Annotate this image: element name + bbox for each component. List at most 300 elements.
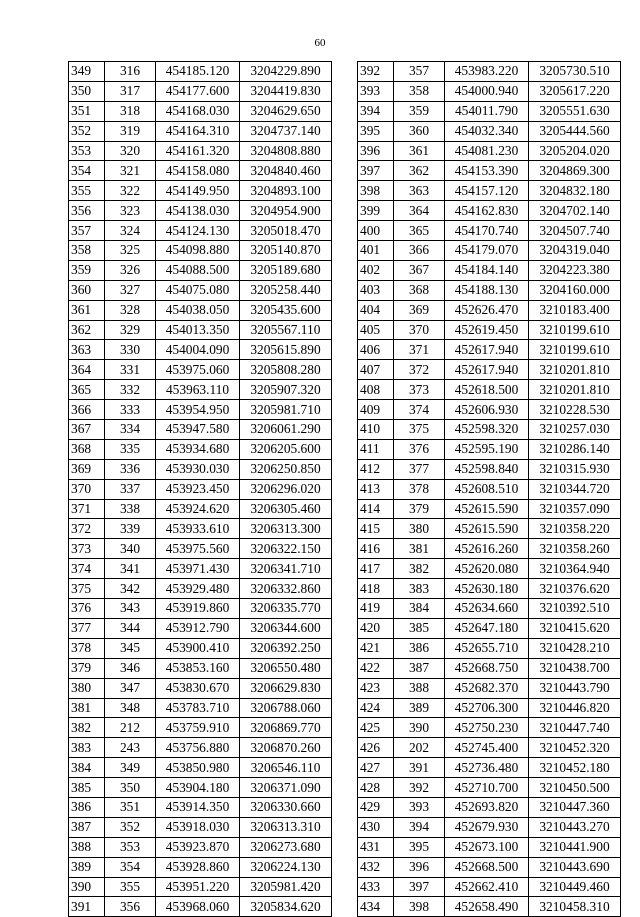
table-body [69, 62, 332, 917]
table-row [69, 718, 332, 738]
table-row [358, 201, 621, 221]
x-coordinate-cell: 452616.260 [445, 539, 529, 559]
point-number-cell: 361 [394, 141, 445, 161]
row-number-cell: 361 [69, 300, 105, 320]
table-row [358, 280, 621, 300]
row-number-cell: 364 [69, 360, 105, 380]
x-coordinate-cell: 454162.830 [445, 201, 529, 221]
x-coordinate-cell: 454138.030 [156, 201, 240, 221]
point-number-cell: 351 [105, 797, 156, 817]
table-row [358, 718, 621, 738]
point-number-cell: 321 [105, 161, 156, 181]
table-row [69, 499, 332, 519]
y-coordinate-cell: 3210443.690 [529, 857, 621, 877]
row-number-cell: 402 [358, 260, 394, 280]
table-row [69, 260, 332, 280]
point-number-cell: 358 [394, 81, 445, 101]
x-coordinate-cell: 452679.930 [445, 817, 529, 837]
point-number-cell: 383 [394, 579, 445, 599]
x-coordinate-cell: 453912.790 [156, 618, 240, 638]
row-number-cell: 390 [69, 877, 105, 897]
row-number-cell: 430 [358, 817, 394, 837]
row-number-cell: 378 [69, 638, 105, 658]
table-row [358, 161, 621, 181]
row-number-cell: 354 [69, 161, 105, 181]
table-row [69, 221, 332, 241]
point-number-cell: 333 [105, 400, 156, 420]
row-number-cell: 401 [358, 241, 394, 261]
table-row [69, 181, 332, 201]
row-number-cell: 370 [69, 479, 105, 499]
y-coordinate-cell: 3206392.250 [240, 638, 332, 658]
table-row [69, 817, 332, 837]
point-number-cell: 369 [394, 300, 445, 320]
x-coordinate-cell: 454124.130 [156, 221, 240, 241]
point-number-cell: 355 [105, 877, 156, 897]
x-coordinate-cell: 452634.660 [445, 599, 529, 619]
y-coordinate-cell: 3210257.030 [529, 420, 621, 440]
y-coordinate-cell: 3210458.310 [529, 897, 621, 917]
row-number-cell: 412 [358, 459, 394, 479]
x-coordinate-cell: 454011.790 [445, 101, 529, 121]
row-number-cell: 432 [358, 857, 394, 877]
row-number-cell: 379 [69, 658, 105, 678]
point-number-cell: 373 [394, 380, 445, 400]
x-coordinate-cell: 453975.060 [156, 360, 240, 380]
row-number-cell: 351 [69, 101, 105, 121]
row-number-cell: 404 [358, 300, 394, 320]
row-number-cell: 409 [358, 400, 394, 420]
x-coordinate-cell: 452630.180 [445, 579, 529, 599]
table-row [69, 698, 332, 718]
y-coordinate-cell: 3210441.900 [529, 837, 621, 857]
table-row [69, 280, 332, 300]
table-row [358, 658, 621, 678]
x-coordinate-cell: 453933.610 [156, 519, 240, 539]
row-number-cell: 382 [69, 718, 105, 738]
row-number-cell: 357 [69, 221, 105, 241]
row-number-cell: 368 [69, 439, 105, 459]
x-coordinate-cell: 454179.070 [445, 241, 529, 261]
y-coordinate-cell: 3205551.630 [529, 101, 621, 121]
y-coordinate-cell: 3210201.810 [529, 380, 621, 400]
y-coordinate-cell: 3206330.660 [240, 797, 332, 817]
point-number-cell: 337 [105, 479, 156, 499]
x-coordinate-cell: 452706.300 [445, 698, 529, 718]
row-number-cell: 423 [358, 678, 394, 698]
point-number-cell: 335 [105, 439, 156, 459]
x-coordinate-cell: 453853.160 [156, 658, 240, 678]
y-coordinate-cell: 3210443.270 [529, 817, 621, 837]
y-coordinate-cell: 3204507.740 [529, 221, 621, 241]
table-row [358, 459, 621, 479]
x-coordinate-cell: 454184.140 [445, 260, 529, 280]
y-coordinate-cell: 3210452.180 [529, 758, 621, 778]
row-number-cell: 369 [69, 459, 105, 479]
y-coordinate-cell: 3205730.510 [529, 62, 621, 82]
y-coordinate-cell: 3210199.610 [529, 340, 621, 360]
table-row [69, 897, 332, 917]
table-row [358, 141, 621, 161]
x-coordinate-cell: 453963.110 [156, 380, 240, 400]
y-coordinate-cell: 3206224.130 [240, 857, 332, 877]
point-number-cell: 394 [394, 817, 445, 837]
table-row [358, 62, 621, 82]
point-number-cell: 322 [105, 181, 156, 201]
row-number-cell: 384 [69, 758, 105, 778]
row-number-cell: 356 [69, 201, 105, 221]
y-coordinate-cell: 3210315.930 [529, 459, 621, 479]
row-number-cell: 421 [358, 638, 394, 658]
x-coordinate-cell: 453919.860 [156, 599, 240, 619]
table-row [69, 62, 332, 82]
x-coordinate-cell: 452655.710 [445, 638, 529, 658]
table-row [69, 539, 332, 559]
y-coordinate-cell: 3206313.310 [240, 817, 332, 837]
x-coordinate-cell: 453983.220 [445, 62, 529, 82]
coordinates-table-right [357, 61, 621, 917]
y-coordinate-cell: 3204954.900 [240, 201, 332, 221]
x-coordinate-cell: 453914.350 [156, 797, 240, 817]
y-coordinate-cell: 3205140.870 [240, 241, 332, 261]
row-number-cell: 395 [358, 121, 394, 141]
y-coordinate-cell: 3206205.600 [240, 439, 332, 459]
x-coordinate-cell: 453904.180 [156, 778, 240, 798]
y-coordinate-cell: 3206869.770 [240, 718, 332, 738]
y-coordinate-cell: 3210447.360 [529, 797, 621, 817]
y-coordinate-cell: 3210376.620 [529, 579, 621, 599]
point-number-cell: 397 [394, 877, 445, 897]
row-number-cell: 419 [358, 599, 394, 619]
x-coordinate-cell: 452620.080 [445, 559, 529, 579]
y-coordinate-cell: 3210443.790 [529, 678, 621, 698]
row-number-cell: 416 [358, 539, 394, 559]
table-row [358, 678, 621, 698]
x-coordinate-cell: 454038.050 [156, 300, 240, 320]
row-number-cell: 374 [69, 559, 105, 579]
y-coordinate-cell: 3204702.140 [529, 201, 621, 221]
row-number-cell: 387 [69, 817, 105, 837]
x-coordinate-cell: 454161.320 [156, 141, 240, 161]
x-coordinate-cell: 452598.840 [445, 459, 529, 479]
y-coordinate-cell: 3204808.880 [240, 141, 332, 161]
x-coordinate-cell: 453947.580 [156, 420, 240, 440]
y-coordinate-cell: 3210199.610 [529, 320, 621, 340]
row-number-cell: 429 [358, 797, 394, 817]
point-number-cell: 392 [394, 778, 445, 798]
x-coordinate-cell: 453954.950 [156, 400, 240, 420]
y-coordinate-cell: 3204160.000 [529, 280, 621, 300]
y-coordinate-cell: 3204419.830 [240, 81, 332, 101]
y-coordinate-cell: 3204319.040 [529, 241, 621, 261]
table-row [69, 479, 332, 499]
table-row [69, 877, 332, 897]
row-number-cell: 383 [69, 738, 105, 758]
row-number-cell: 388 [69, 837, 105, 857]
x-coordinate-cell: 452673.100 [445, 837, 529, 857]
x-coordinate-cell: 454153.390 [445, 161, 529, 181]
x-coordinate-cell: 453783.710 [156, 698, 240, 718]
y-coordinate-cell: 3210452.320 [529, 738, 621, 758]
point-number-cell: 334 [105, 420, 156, 440]
x-coordinate-cell: 452682.370 [445, 678, 529, 698]
table-row [358, 300, 621, 320]
point-number-cell: 348 [105, 698, 156, 718]
table-row [69, 121, 332, 141]
x-coordinate-cell: 452662.410 [445, 877, 529, 897]
y-coordinate-cell: 3210286.140 [529, 439, 621, 459]
point-number-cell: 372 [394, 360, 445, 380]
y-coordinate-cell: 3206629.830 [240, 678, 332, 698]
row-number-cell: 385 [69, 778, 105, 798]
x-coordinate-cell: 452668.500 [445, 857, 529, 877]
x-coordinate-cell: 454013.350 [156, 320, 240, 340]
row-number-cell: 414 [358, 499, 394, 519]
point-number-cell: 387 [394, 658, 445, 678]
row-number-cell: 360 [69, 280, 105, 300]
point-number-cell: 371 [394, 340, 445, 360]
row-number-cell: 359 [69, 260, 105, 280]
x-coordinate-cell: 454168.030 [156, 101, 240, 121]
y-coordinate-cell: 3204840.460 [240, 161, 332, 181]
point-number-cell: 381 [394, 539, 445, 559]
x-coordinate-cell: 453918.030 [156, 817, 240, 837]
y-coordinate-cell: 3205189.680 [240, 260, 332, 280]
y-coordinate-cell: 3205444.560 [529, 121, 621, 141]
row-number-cell: 420 [358, 618, 394, 638]
y-coordinate-cell: 3210446.820 [529, 698, 621, 718]
row-number-cell: 407 [358, 360, 394, 380]
table-row [69, 400, 332, 420]
point-number-cell: 346 [105, 658, 156, 678]
y-coordinate-cell: 3205567.110 [240, 320, 332, 340]
y-coordinate-cell: 3210392.510 [529, 599, 621, 619]
table-row [358, 499, 621, 519]
table-row [69, 638, 332, 658]
row-number-cell: 389 [69, 857, 105, 877]
y-coordinate-cell: 3210428.210 [529, 638, 621, 658]
table-row [69, 340, 332, 360]
y-coordinate-cell: 3206273.680 [240, 837, 332, 857]
table-row [69, 778, 332, 798]
y-coordinate-cell: 3204229.890 [240, 62, 332, 82]
row-number-cell: 355 [69, 181, 105, 201]
table-row [358, 400, 621, 420]
row-number-cell: 381 [69, 698, 105, 718]
x-coordinate-cell: 453830.670 [156, 678, 240, 698]
table-row [358, 101, 621, 121]
table-row [69, 459, 332, 479]
x-coordinate-cell: 452617.940 [445, 340, 529, 360]
point-number-cell: 368 [394, 280, 445, 300]
table-row [358, 579, 621, 599]
point-number-cell: 330 [105, 340, 156, 360]
y-coordinate-cell: 3205615.890 [240, 340, 332, 360]
table-row [69, 658, 332, 678]
row-number-cell: 350 [69, 81, 105, 101]
point-number-cell: 386 [394, 638, 445, 658]
row-number-cell: 386 [69, 797, 105, 817]
point-number-cell: 389 [394, 698, 445, 718]
table-row [358, 738, 621, 758]
point-number-cell: 319 [105, 121, 156, 141]
row-number-cell: 396 [358, 141, 394, 161]
point-number-cell: 332 [105, 380, 156, 400]
x-coordinate-cell: 453975.560 [156, 539, 240, 559]
table-row [69, 857, 332, 877]
row-number-cell: 399 [358, 201, 394, 221]
y-coordinate-cell: 3205808.280 [240, 360, 332, 380]
row-number-cell: 406 [358, 340, 394, 360]
y-coordinate-cell: 3206870.260 [240, 738, 332, 758]
table-row [358, 559, 621, 579]
y-coordinate-cell: 3210415.620 [529, 618, 621, 638]
point-number-cell: 324 [105, 221, 156, 241]
x-coordinate-cell: 453971.430 [156, 559, 240, 579]
x-coordinate-cell: 454075.080 [156, 280, 240, 300]
point-number-cell: 385 [394, 618, 445, 638]
row-number-cell: 372 [69, 519, 105, 539]
point-number-cell: 370 [394, 320, 445, 340]
x-coordinate-cell: 454170.740 [445, 221, 529, 241]
table-row [358, 758, 621, 778]
x-coordinate-cell: 454098.880 [156, 241, 240, 261]
y-coordinate-cell: 3206313.300 [240, 519, 332, 539]
point-number-cell: 379 [394, 499, 445, 519]
point-number-cell: 329 [105, 320, 156, 340]
row-number-cell: 394 [358, 101, 394, 121]
y-coordinate-cell: 3205834.620 [240, 897, 332, 917]
table-row [358, 877, 621, 897]
row-number-cell: 392 [358, 62, 394, 82]
row-number-cell: 426 [358, 738, 394, 758]
y-coordinate-cell: 3210228.530 [529, 400, 621, 420]
point-number-cell: 341 [105, 559, 156, 579]
point-number-cell: 398 [394, 897, 445, 917]
x-coordinate-cell: 453968.060 [156, 897, 240, 917]
row-number-cell: 367 [69, 420, 105, 440]
x-coordinate-cell: 452750.230 [445, 718, 529, 738]
y-coordinate-cell: 3210449.460 [529, 877, 621, 897]
table-row [358, 618, 621, 638]
x-coordinate-cell: 453934.680 [156, 439, 240, 459]
x-coordinate-cell: 453929.480 [156, 579, 240, 599]
x-coordinate-cell: 452606.930 [445, 400, 529, 420]
table-row [358, 778, 621, 798]
point-number-cell: 349 [105, 758, 156, 778]
point-number-cell: 364 [394, 201, 445, 221]
point-number-cell: 336 [105, 459, 156, 479]
table-row [358, 539, 621, 559]
point-number-cell: 384 [394, 599, 445, 619]
row-number-cell: 349 [69, 62, 105, 82]
y-coordinate-cell: 3205617.220 [529, 81, 621, 101]
x-coordinate-cell: 453923.870 [156, 837, 240, 857]
table-row [358, 121, 621, 141]
x-coordinate-cell: 454000.940 [445, 81, 529, 101]
y-coordinate-cell: 3206788.060 [240, 698, 332, 718]
point-number-cell: 363 [394, 181, 445, 201]
point-number-cell: 318 [105, 101, 156, 121]
x-coordinate-cell: 453923.450 [156, 479, 240, 499]
coordinates-table-left [68, 61, 332, 917]
point-number-cell: 357 [394, 62, 445, 82]
x-coordinate-cell: 452668.750 [445, 658, 529, 678]
table-row [358, 638, 621, 658]
y-coordinate-cell: 3210357.090 [529, 499, 621, 519]
table-row [358, 857, 621, 877]
x-coordinate-cell: 453850.980 [156, 758, 240, 778]
point-number-cell: 320 [105, 141, 156, 161]
point-number-cell: 342 [105, 579, 156, 599]
point-number-cell: 343 [105, 599, 156, 619]
table-row [69, 101, 332, 121]
point-number-cell: 388 [394, 678, 445, 698]
x-coordinate-cell: 454088.500 [156, 260, 240, 280]
x-coordinate-cell: 453928.860 [156, 857, 240, 877]
point-number-cell: 317 [105, 81, 156, 101]
point-number-cell: 338 [105, 499, 156, 519]
table-row [358, 897, 621, 917]
point-number-cell: 396 [394, 857, 445, 877]
point-number-cell: 390 [394, 718, 445, 738]
point-number-cell: 393 [394, 797, 445, 817]
x-coordinate-cell: 452608.510 [445, 479, 529, 499]
y-coordinate-cell: 3204869.300 [529, 161, 621, 181]
x-coordinate-cell: 452619.450 [445, 320, 529, 340]
y-coordinate-cell: 3204223.380 [529, 260, 621, 280]
x-coordinate-cell: 452693.820 [445, 797, 529, 817]
y-coordinate-cell: 3206296.020 [240, 479, 332, 499]
x-coordinate-cell: 454032.340 [445, 121, 529, 141]
point-number-cell: 365 [394, 221, 445, 241]
point-number-cell: 339 [105, 519, 156, 539]
table-row [69, 241, 332, 261]
x-coordinate-cell: 453756.880 [156, 738, 240, 758]
y-coordinate-cell: 3206335.770 [240, 599, 332, 619]
point-number-cell: 395 [394, 837, 445, 857]
point-number-cell: 374 [394, 400, 445, 420]
table-row [358, 360, 621, 380]
x-coordinate-cell: 452745.400 [445, 738, 529, 758]
point-number-cell: 354 [105, 857, 156, 877]
table-row [69, 161, 332, 181]
row-number-cell: 377 [69, 618, 105, 638]
x-coordinate-cell: 454004.090 [156, 340, 240, 360]
table-row [69, 678, 332, 698]
table-row [358, 698, 621, 718]
x-coordinate-cell: 452618.500 [445, 380, 529, 400]
x-coordinate-cell: 452710.700 [445, 778, 529, 798]
table-row [358, 420, 621, 440]
row-number-cell: 415 [358, 519, 394, 539]
y-coordinate-cell: 3210358.220 [529, 519, 621, 539]
row-number-cell: 376 [69, 599, 105, 619]
x-coordinate-cell: 454188.130 [445, 280, 529, 300]
point-number-cell: 376 [394, 439, 445, 459]
point-number-cell: 356 [105, 897, 156, 917]
point-number-cell: 362 [394, 161, 445, 181]
table-row [69, 519, 332, 539]
y-coordinate-cell: 3210447.740 [529, 718, 621, 738]
row-number-cell: 371 [69, 499, 105, 519]
y-coordinate-cell: 3205435.600 [240, 300, 332, 320]
point-number-cell: 377 [394, 459, 445, 479]
x-coordinate-cell: 453759.910 [156, 718, 240, 738]
point-number-cell: 352 [105, 817, 156, 837]
page-number: 60 [314, 37, 326, 49]
row-number-cell: 418 [358, 579, 394, 599]
